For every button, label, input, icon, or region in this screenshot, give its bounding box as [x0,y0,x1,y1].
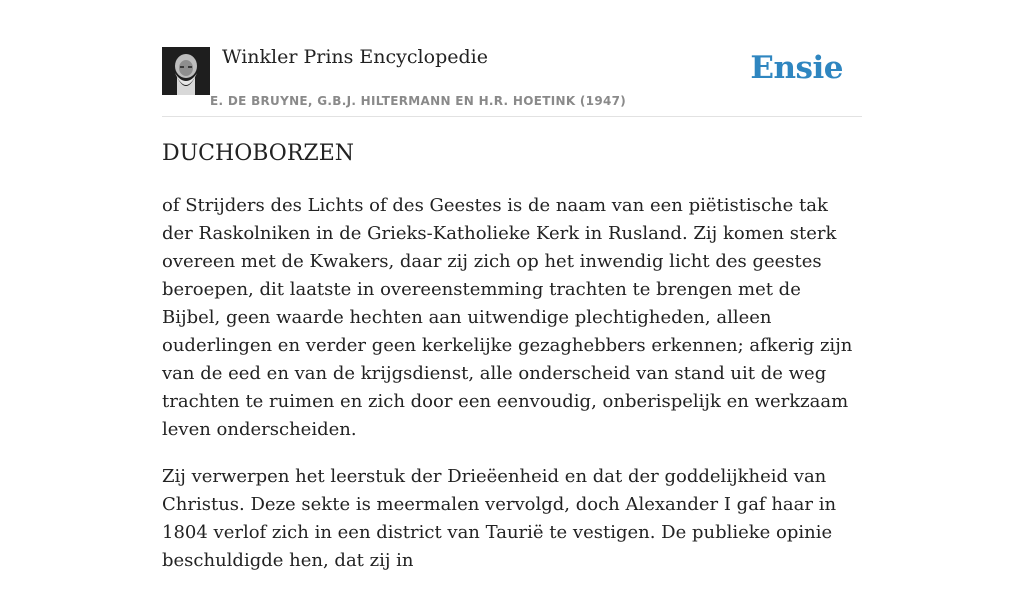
entry-body [162,192,862,594]
paragraph: Zij verwerpen het leerstuk der Drieëenheid en dat der goddelijkheid van Christus. Deze sekte is meermalen vervolgd, doch Alexander I gaf haar in 1804 verlof zich in een district van Taurië te vestigen. De publieke opinie beschuldigde hen, dat zij in [162,466,837,571]
portrait-icon [162,47,210,95]
brand-logo[interactable]: Ensie [750,50,843,86]
site-title[interactable]: Winkler Prins Encyclopedie [222,46,488,68]
entry-title: DUCHOBORZEN [162,141,355,166]
page [162,0,862,571]
authors-credit: E. DE BRUYNE, G.B.J. HILTERMANN EN H.R. HOETINK (1947) [210,94,627,108]
author-avatar[interactable] [162,47,210,95]
paragraph: of Strijders des Lichts of des Geestes is de naam van een piëtistische tak der Raskolniken in de Grieks-Katholieke Kerk in Rusland. Zij komen sterk overeen met de Kwakers, daar zij zich op het inwendig licht des geestes beroepen, dit laatste in overeenstemming trachten te brengen met de Bijbel, geen waarde hechten aan uitwendige plechtigheden, alleen ouderlingen en verder geen kerkelijke gezaghebbers erkennen; afkerig zijn van de eed en van de krijgsdienst, alle onderscheid van stand uit de weg trachten te ruimen en zich door een eenvoudig, onberispelijk en werkzaam leven onderscheiden. [162,195,853,440]
site-header [162,0,862,117]
